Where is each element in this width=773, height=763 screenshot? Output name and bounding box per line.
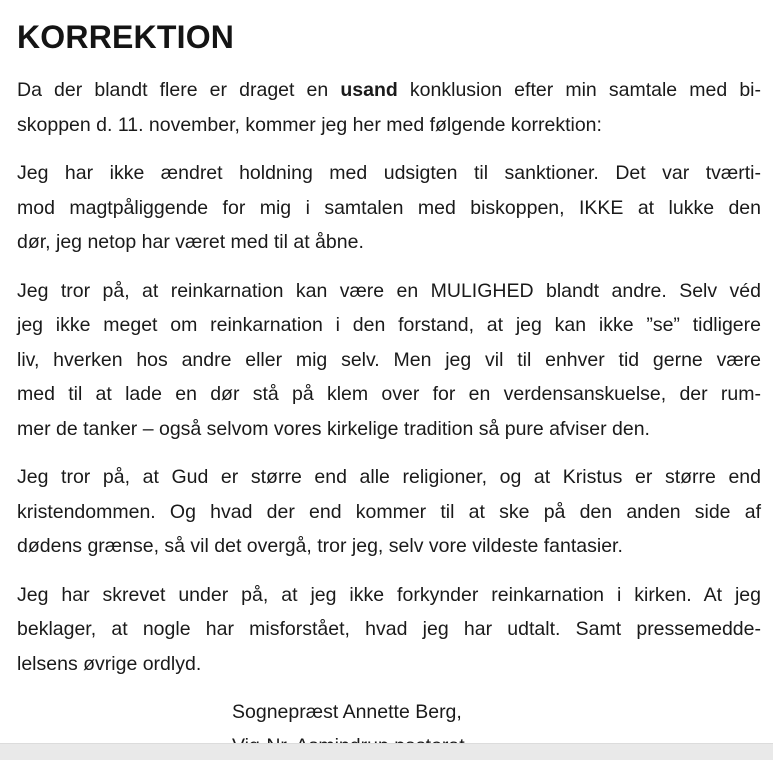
paragraph — [17, 73, 761, 142]
text-run: med til at lade en dør stå på klem over for en verdensanskuelse, der rum- — [17, 383, 761, 405]
text-line — [17, 460, 761, 495]
document-body — [17, 73, 761, 681]
paragraph — [17, 274, 761, 447]
text-line — [17, 108, 761, 143]
text-run: mod magtpåliggende for mig i samtalen med biskoppen, IKKE at lukke den — [17, 196, 761, 219]
text-run: liv, hverken hos andre eller mig selv. Men jeg vil til enhver tid gerne være — [17, 348, 761, 371]
text-line — [17, 308, 761, 343]
text-run: dør, jeg netop har været med til at åbne. — [17, 231, 364, 253]
text-line — [17, 647, 761, 682]
text-run: Jeg tror på, at reinkarnation kan være en MULIGHED blandt andre. Selv véd — [17, 279, 761, 302]
paragraph — [17, 156, 761, 260]
text-run: beklager, at nogle har misforstået, hvad jeg har udtalt. Samt pressemedde- — [17, 618, 761, 640]
text-line — [17, 191, 761, 226]
text-line — [17, 529, 761, 564]
text-line — [17, 73, 761, 108]
text-line — [17, 225, 761, 260]
window-bottom-bar — [0, 743, 773, 760]
text-line — [17, 274, 761, 309]
text-run: dødens grænse, så vil det overgå, tror jeg, selv vore vildeste fantasier. — [17, 535, 623, 557]
text-run: kristendommen. Og hvad der end kommer til at ske på den anden side af — [17, 500, 761, 523]
text-run: jeg ikke meget om reinkarnation i den forstand, at jeg kan ikke ”se” tidligere — [17, 314, 761, 336]
text-line — [17, 412, 761, 447]
paragraph — [17, 460, 761, 564]
text-line — [17, 495, 761, 530]
text-line — [17, 578, 761, 613]
text-run: konklusion efter min samtale med bi- — [397, 79, 761, 101]
text-run: skoppen d. 11. november, kommer jeg her med følgende korrektion: — [17, 113, 602, 136]
text-run: Da der blandt flere er draget en — [17, 79, 341, 101]
emphasized-word: usand — [340, 79, 398, 101]
paragraph — [17, 578, 761, 682]
text-run: mer de tanker – også selvom vores kirkelige tradition så pure afviser den. — [17, 417, 650, 440]
document-title: KORREKTION — [17, 19, 235, 55]
text-line — [17, 377, 761, 412]
text-line — [17, 156, 761, 191]
text-line — [17, 612, 761, 647]
text-run: Jeg har ikke ændret holdning med udsigten til sanktioner. Det var tværti- — [17, 162, 761, 184]
text-run: Jeg tror på, at Gud er større end alle religioner, og at Kristus er større end — [17, 466, 761, 488]
text-run: Jeg har skrevet under på, at jeg ikke forkynder reinkarnation i kirken. At jeg — [17, 583, 761, 606]
text-line — [17, 343, 761, 378]
signature-name: Sognepræst Annette Berg, — [232, 701, 462, 723]
text-run: lelsens øvrige ordlyd. — [17, 652, 202, 675]
